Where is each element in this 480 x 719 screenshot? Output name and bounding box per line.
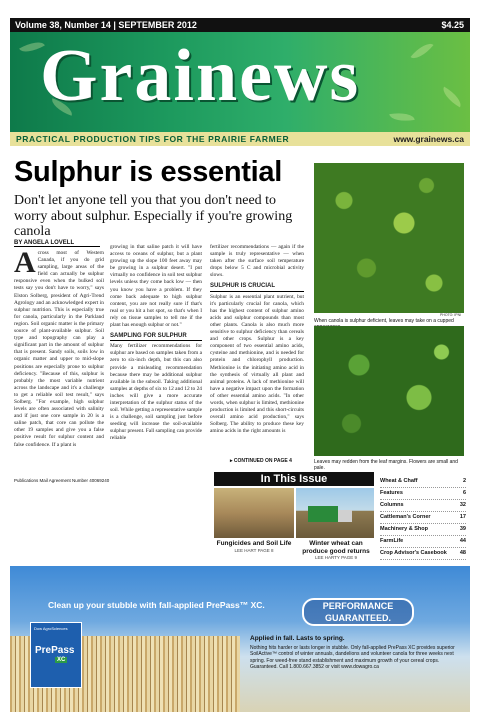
toc-section: Machinery & Shop xyxy=(380,526,428,532)
story-column-2 xyxy=(110,244,202,443)
drop-cap: A xyxy=(14,246,36,279)
toc-section: Wheat & Chaff xyxy=(380,478,418,484)
performance-guaranteed-logo: PERFORMANCE GUARANTEED. xyxy=(302,598,414,626)
story-text: cross most of Western Canada, if you do grid sampling, large areas of the field can actually be sulphur responsive even when the bulked soil tests say you don't have to worry," says Elston Solberg, president of Agri-Trend Agrology and an acknowledged expert in sulphur nutrition. This is especially true for canola, particularly in the Parkland region. Soil organic matter is the primary source of plant-available sulphur. Soil type and topography can play a significant part in the amount of sulphur that is present. Sandy soils, soils low in organic matter and upper to mid-slope positions are especially prone to sulphur deficiency. "Because of this, sulphur is probably the most variable nutrient across the landscape and it's a challenge to get a reliable soil test result," says Solberg. "For example, high sulphur levels are often associated with salinity and if just one core sample in 20 is a saline patch, that core can pollute the other 19 samples and give you a false positive result for sulphur content and false confidence. If a plant is xyxy=(14,250,104,448)
toc-row[interactable] xyxy=(380,500,466,512)
price-label: $4.25 xyxy=(441,20,464,30)
byline: BY ANGELA LOVELL xyxy=(14,240,100,247)
table-of-contents xyxy=(380,476,466,560)
toc-page: 32 xyxy=(459,502,466,508)
toc-section: Columns xyxy=(380,502,404,508)
truck-image xyxy=(308,506,338,522)
story-text: fertilizer recommendations — again if the sample is truly representative — when taken after the surface soil temperature drops below 5 C and microbial activity slows. xyxy=(210,244,304,279)
photo-caption-2: Leaves may redden from the leaf margins. Flowers are small and pale. xyxy=(314,459,458,471)
story-text: Many fertilizer recommendations for sulphur are based on samples taken from a zero to six-inch depth, but this can also provide a misleading recommendation because there may be additional sulphur available in the subsoil. Taking additional samples at depths of six to 12 and 12 to 24 inches will give a more accurate interpretation of the sulphur status of the soil. While getting a representative sample is a challenge, soil sampling just before seeding will increase the soil-available sulphur present. Fall sampling can provide reliable xyxy=(110,343,202,442)
canola-photo-reddened xyxy=(314,326,464,456)
fungicides-thumbnail[interactable] xyxy=(214,488,294,538)
truck-cab-image xyxy=(338,510,352,522)
toc-section: Features xyxy=(380,490,403,496)
box-product-name: PrePass xyxy=(35,645,75,656)
tagline-bar xyxy=(10,132,470,146)
toc-row[interactable] xyxy=(380,476,466,488)
ad-body xyxy=(250,636,462,671)
subhead-sampling: SAMPLING FOR SULPHUR xyxy=(110,333,202,341)
issue-item-1[interactable] xyxy=(214,540,294,553)
toc-row[interactable] xyxy=(380,512,466,524)
issue-item-sub: LEE HART PAGE 8 xyxy=(234,547,274,553)
toc-page: 39 xyxy=(459,526,466,532)
issue-item-title: Winter wheat can produce good returns xyxy=(302,540,370,555)
toc-row[interactable] xyxy=(380,488,466,500)
grainews-logo: Grainews xyxy=(40,35,361,117)
tagline: PRACTICAL PRODUCTION TIPS FOR THE PRAIRIE FARMER xyxy=(16,134,290,144)
canola-photo-cupped xyxy=(314,163,464,313)
toc-page: 48 xyxy=(459,550,466,556)
volume-label: Volume 38, Number 14 | SEPTEMBER 2012 xyxy=(15,20,197,30)
photo-credit: PHOTO: IPNI xyxy=(440,313,462,317)
leaf-icon xyxy=(410,39,433,64)
masthead-banner xyxy=(10,32,470,132)
issue-info-bar xyxy=(10,18,470,32)
leaf-icon xyxy=(389,110,414,124)
issue-item-title: Fungicides and Soil Life xyxy=(216,540,292,547)
toc-section: Crop Advisor's Casebook xyxy=(380,550,447,556)
story-column-1 xyxy=(14,246,104,449)
issue-item-sub: LEE HARTY PAGE 9 xyxy=(314,555,358,560)
website-url: www.grainews.ca xyxy=(393,134,464,144)
in-this-issue-header: In This Issue xyxy=(214,472,374,486)
toc-section: Cattleman's Corner xyxy=(380,514,431,520)
toc-page: 44 xyxy=(459,538,466,544)
toc-row[interactable] xyxy=(380,524,466,536)
ad-body-heading: Applied in fall. Lasts to spring. xyxy=(250,635,345,642)
subhead-crucial: SULPHUR IS CRUCIAL xyxy=(210,283,304,291)
toc-page: 6 xyxy=(462,490,466,496)
toc-page: 2 xyxy=(462,478,466,484)
story-text: growing in that saline patch it will have access to oceans of sulphur, but a plant growing up the slope 100 feet away may be growing in a sulphur desert. "I put virtually no confidence in soil test sulphur levels unless they come back low — then you know you have a problem. If they come back adequate to high sulphur content, you are not really sure if that's real or you hit a hot spot, so that's when I rely on tissue samples to tell me if the plant has enough sulphur or not." xyxy=(110,244,202,329)
prepass-product-box xyxy=(30,622,82,688)
story-deck: Don't let anyone tell you that you don't need to worry about sulphur. Especially if you're growing canola xyxy=(14,193,293,239)
publication-number: Publications Mail Agreement Number 40069240 xyxy=(14,478,110,483)
story-text: Sulphur is an essential plant nutrient, but it's particularly crucial for canola, which has the highest content of sulphur amino acids and sulphur compounds than most other plants. Canola is also much more sensitive to sulphur deficiency than cereals and other crops. Sulphur is a key component of two essential amino acids, cysteine and methionine, and is needed for protein and chlorophyll production. Methionine is the initiating amino acid in the synthesis of virtually all plant and animal proteins. A lack of methionine will have a negative impact upon the formation of other essential amino acids. "In other words, when sulphur is limited, methionine production is limited and this short-circuits overall amino acid production," says Solberg. The ability to produce these key amino acids in the right amounts is xyxy=(210,293,304,435)
box-brand: Dow AgroSciences xyxy=(34,626,68,631)
toc-row[interactable] xyxy=(380,548,466,560)
story-column-3 xyxy=(210,244,304,435)
toc-section: FarmLife xyxy=(380,538,404,544)
leaf-icon xyxy=(439,87,465,108)
ad-body-text: Nothing hits harder or lasts longer in stubble. Only fall-applied PrePass XC provides superior SoilActive™ control of winter annuals, dandelions and volunteer canola for three weeks next spring. For weed-free stand establishment and maximum growth of your cereal crops. Guaranteed. Call 1.800.667.3852 or visit www.dowagro.ca xyxy=(250,644,455,670)
page-title: Sulphur is essential xyxy=(14,156,282,188)
toc-page: 17 xyxy=(459,514,466,520)
box-xc-label: XC xyxy=(57,657,66,663)
ad-headline: Clean up your stubble with fall-applied PrePass™ XC. xyxy=(48,600,265,610)
toc-row[interactable] xyxy=(380,536,466,548)
continued-link[interactable]: ▸ CONTINUED ON PAGE 4 xyxy=(230,458,292,464)
photo-caption-1: When canola is sulphur deficient, leaves may take on a cupped xyxy=(314,318,454,324)
issue-item-2[interactable] xyxy=(296,540,376,560)
